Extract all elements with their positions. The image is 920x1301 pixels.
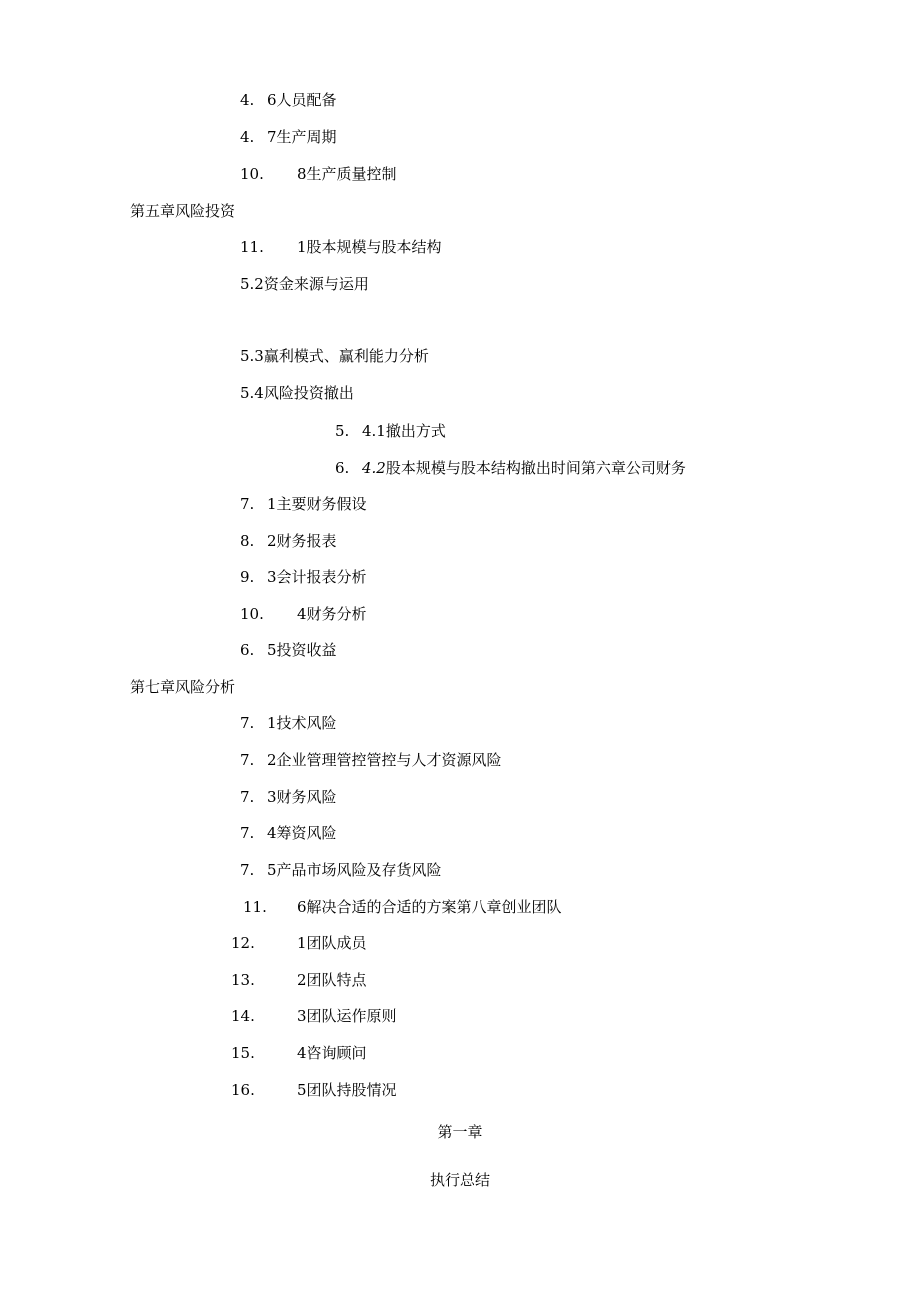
toc-chapter-heading-7: 第七章风险分析 [130,678,236,696]
toc-entry-text: 3会计报表分析 [267,568,367,586]
toc-entry-number: 12. [231,934,255,952]
toc-entry-number: 16. [231,1081,255,1099]
toc-entry-number: 5. [335,422,350,440]
toc-entry-number: 14. [231,1007,255,1025]
toc-entry-text: 6人员配备 [267,91,337,109]
toc-entry-text: 5投资收益 [267,641,337,659]
toc-entry-number: 8. [240,532,255,550]
toc-entry-text: 2财务报表 [267,532,337,550]
toc-entry-number: 9. [240,568,255,586]
toc-entry-italic-number: 4.2 [362,459,386,477]
toc-entry-5-3: 5.3赢利模式、赢利能力分析 [240,347,429,365]
toc-chapter-heading-5: 第五章风险投资 [130,202,236,220]
toc-entry-text: 2企业管理管控管控与人才资源风险 [267,751,502,769]
toc-entry-text: 4筹资风险 [267,824,337,842]
chapter-label: 第一章 [437,1123,483,1141]
toc-entry-text: 1技术风险 [267,714,337,732]
toc-entry-text: 6解决合适的合适的方案第八章创业团队 [297,898,562,916]
toc-entry-number: 7. [240,495,255,513]
toc-entry-number: 4. [240,128,255,146]
toc-entry-text: 1股本规模与股本结构 [297,238,442,256]
toc-entry-text: 2团队特点 [297,971,367,989]
toc-entry-text: 4财务分析 [297,605,367,623]
toc-entry-number: 11. [240,238,264,256]
toc-entry-number: 7. [240,751,255,769]
toc-entry-text-group [362,458,686,478]
toc-entry-text: 1团队成员 [297,934,367,952]
toc-entry-text: 5团队持股情况 [297,1081,397,1099]
toc-entry-text: 5产品市场风险及存货风险 [267,861,442,879]
toc-entry-number: 7. [240,861,255,879]
toc-entry-number: 6. [240,641,255,659]
toc-entry-text: 3财务风险 [267,788,337,806]
toc-entry-number: 10. [240,165,264,183]
toc-entry-number: 7. [240,824,255,842]
toc-entry-number: 7. [240,714,255,732]
toc-entry-text: 7生产周期 [267,128,337,146]
toc-entry-text: 8生产质量控制 [297,165,397,183]
toc-entry-5-2: 5.2资金来源与运用 [240,275,369,293]
toc-entry-text: 4咨询顾问 [297,1044,367,1062]
toc-entry-number: 7. [240,788,255,806]
toc-entry-number: 11. [243,898,267,916]
toc-entry-text: 1主要财务假设 [267,495,367,513]
toc-entry-number: 13. [231,971,255,989]
toc-entry-number: 4. [240,91,255,109]
toc-entry-text: 股本规模与股本结构撤出时间第六章公司财务 [385,459,686,477]
toc-entry-text: 3团队运作原则 [297,1007,397,1025]
chapter-title: 执行总结 [429,1171,490,1189]
toc-entry-number: 15. [231,1044,255,1062]
toc-entry-number: 10. [240,605,264,623]
toc-entry-text: 4.1撤出方式 [362,422,446,440]
toc-entry-number: 6. [335,459,350,477]
toc-entry-5-4: 5.4风险投资撤出 [240,384,354,402]
